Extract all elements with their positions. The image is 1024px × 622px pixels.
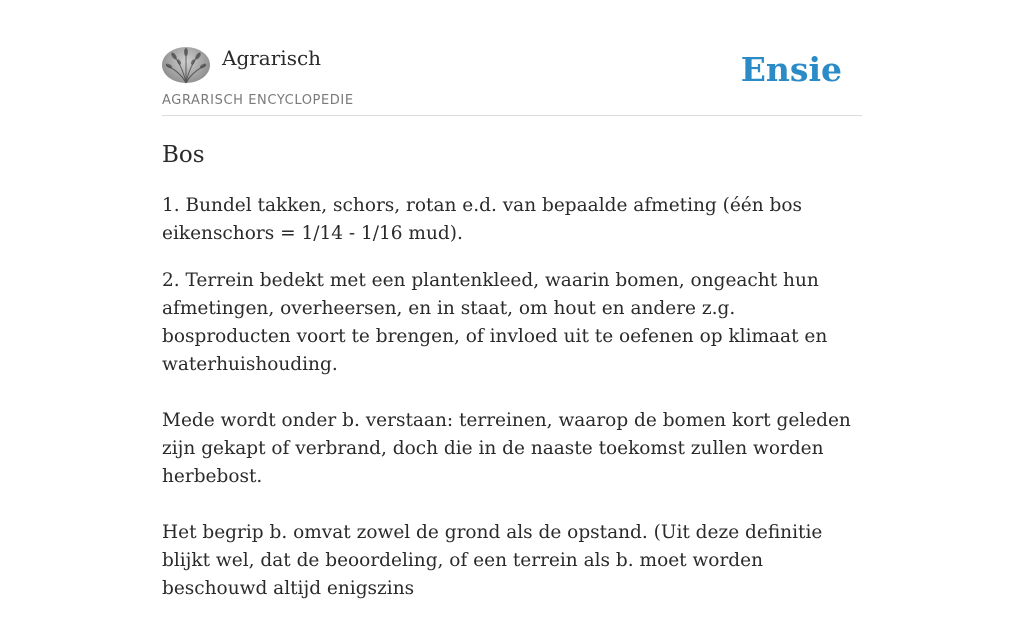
article-body [162,192,862,622]
page [162,0,862,599]
paragraph: Mede wordt onder b. verstaan: terreinen, waarop de bomen kort geleden zijn gekapt of verbrand, doch die in de naaste toekomst zullen worden herbebost. [162,410,851,487]
source-subtitle: AGRARISCH ENCYCLOPEDIE [162,93,354,108]
brand-logo[interactable]: Ensie [740,50,842,89]
header [162,0,862,116]
source-name[interactable]: Agrarisch [222,46,322,70]
page-title: Bos [162,142,205,168]
paragraph: 1. Bundel takken, schors, rotan e.d. van bepaalde afmeting (één bos eikenschors = 1/14 - 1/16 mud). [162,195,803,244]
paragraph: 2. Terrein bedekt met een plantenkleed, waarin bomen, ongeacht hun afmetingen, overheersen, en in staat, om hout en andere z.g. bosproducten voort te brengen, of invloed uit te oefenen op klimaat en waterhuishouding. [162,270,828,375]
wheat-logo-icon[interactable] [162,47,210,83]
paragraph: Het begrip b. omvat zowel de grond als de opstand. (Uit deze definitie blijkt wel, dat de beoordeling, of een terrein als b. moet worden beschouwd altijd enigszins [162,522,823,599]
